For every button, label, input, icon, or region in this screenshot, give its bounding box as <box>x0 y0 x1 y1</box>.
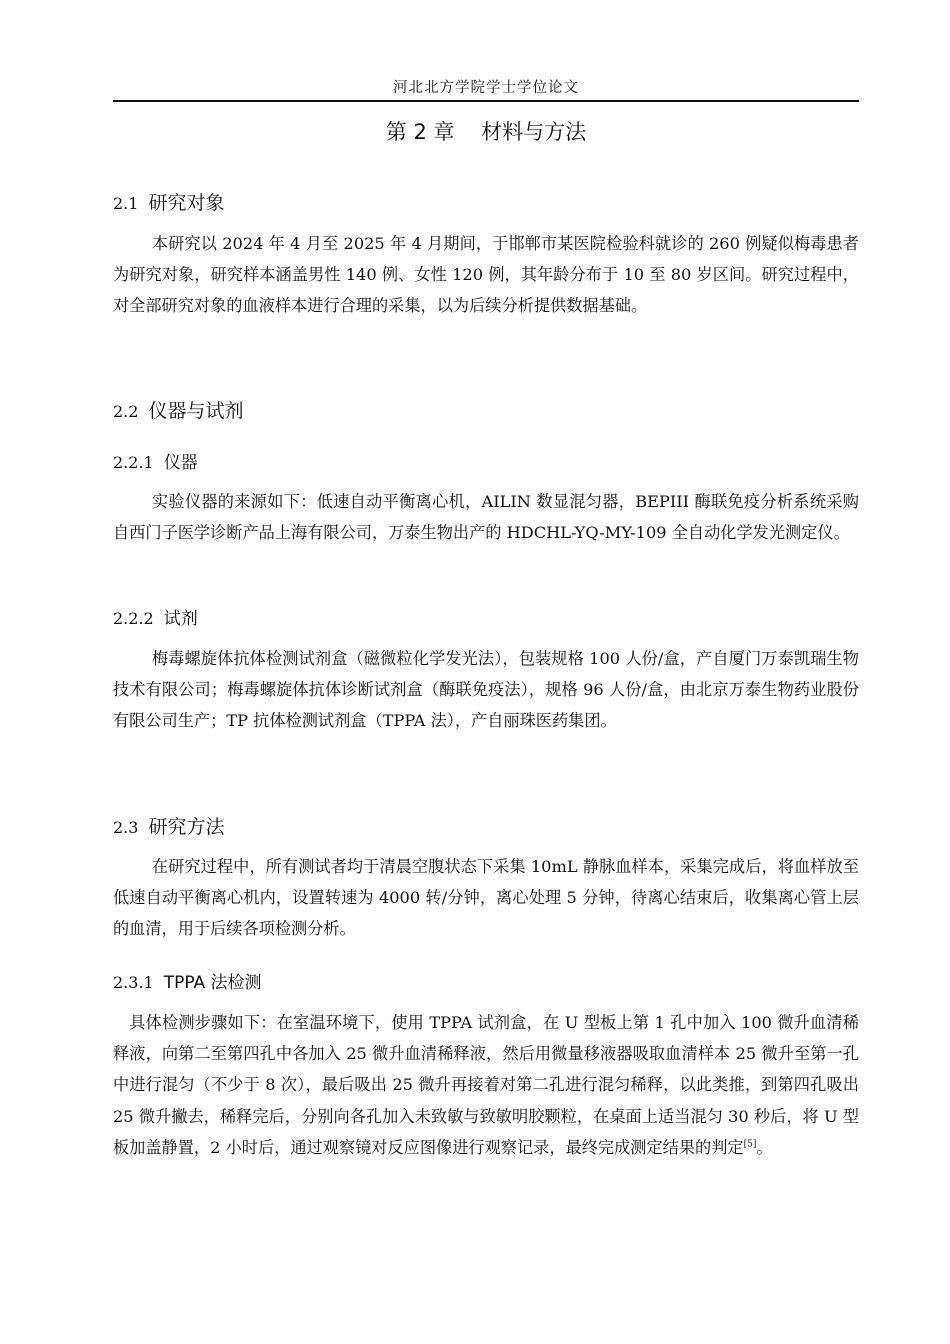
paragraph-instruments: 实验仪器的来源如下：低速自动平衡离心机，AILIN 数显混匀器，BEPIII 酶联免疫分析系统采购自西门子医学诊断产品上海有限公司，万泰生物出产的 HDCHL-YQ-MY-109 全自动化学发光测定仪。 <box>113 492 859 543</box>
paragraph-reagents: 梅毒螺旋体抗体检测试剂盒（磁微粒化学发光法），包装规格 100 人份/盒，产自厦门万泰凯瑞生物技术有限公司；梅毒螺旋体抗体诊断试剂盒（酶联免疫法），规格 96 人份/盒，由北京万泰生物药业股份有限公司生产；TP 抗体检测试剂盒（TPPA 法），产自丽珠医药集团。 <box>113 649 859 731</box>
section-title: 研究方法 <box>148 816 225 838</box>
chapter-title: 第 2 章 材料与方法 <box>385 120 587 144</box>
section-heading-2-2-1 <box>113 448 198 473</box>
running-header: 河北北方学院学士学位论文 <box>393 80 579 96</box>
section-title: 研究对象 <box>148 192 225 214</box>
section-title: 试剂 <box>163 609 198 629</box>
section-number: 2.3.1 <box>113 973 154 992</box>
end-punctuation: 。 <box>756 1137 773 1157</box>
header-rule <box>113 100 859 102</box>
section-title: 仪器与试剂 <box>148 400 244 422</box>
citation-ref[interactable]: [5] <box>743 1139 757 1150</box>
section-number: 2.1 <box>113 194 139 213</box>
paragraph-tppa-method <box>113 1007 859 1163</box>
section-number: 2.2 <box>113 402 139 421</box>
section-heading-2-3 <box>113 812 224 839</box>
paragraph-research-methods: 在研究过程中，所有测试者均于清晨空腹状态下采集 10mL 静脉血样本，采集完成后，将血样放至低速自动平衡离心机内，设置转速为 4000 转/分钟，离心处理 5 分钟，待离心结束后，收集离心管上层的血清，用于后续各项检测分析。 <box>113 857 859 939</box>
section-heading-2-2-2 <box>113 604 198 629</box>
section-heading-2-3-1 <box>113 968 262 993</box>
section-heading-2-1 <box>113 188 224 215</box>
section-title: 仪器 <box>163 453 198 473</box>
section-heading-2-2 <box>113 396 243 423</box>
section-title: TPPA 法检测 <box>163 973 262 993</box>
tppa-body-text: 具体检测步骤如下：在室温环境下，使用 TPPA 试剂盒，在 U 型板上第 1 孔中加入 100 微升血清稀释液，向第二至第四孔中各加入 25 微升血清稀释液，然后用微量移液器吸取血清样本 25 微升至第一孔中进行混匀（不少于 8 次），最后吸出 25 微升再接着对第二孔进行混匀稀释，以此类推，到第四孔吸出 25 微升撇去，稀释完后，分别向各孔加入未致敏与致敏明胶颗粒，在桌面上适当混匀 30 秒后，将 U 型板加盖静置，2 小时后，通过观察镜对反应图像进行观察记录，最终完成测定结果的判定 <box>113 1013 859 1157</box>
section-number: 2.3 <box>113 818 139 837</box>
section-number: 2.2.1 <box>113 453 154 472</box>
section-number: 2.2.2 <box>113 609 154 628</box>
paragraph-research-subjects: 本研究以 2024 年 4 月至 2025 年 4 月期间，于邯郸市某医院检验科就诊的 260 例疑似梅毒患者为研究对象，研究样本涵盖男性 140 例、女性 120 例，其年龄分布于 10 至 80 岁区间。研究过程中，对全部研究对象的血液样本进行合理的采集，以为后续分析提供数据基础。 <box>113 234 859 316</box>
